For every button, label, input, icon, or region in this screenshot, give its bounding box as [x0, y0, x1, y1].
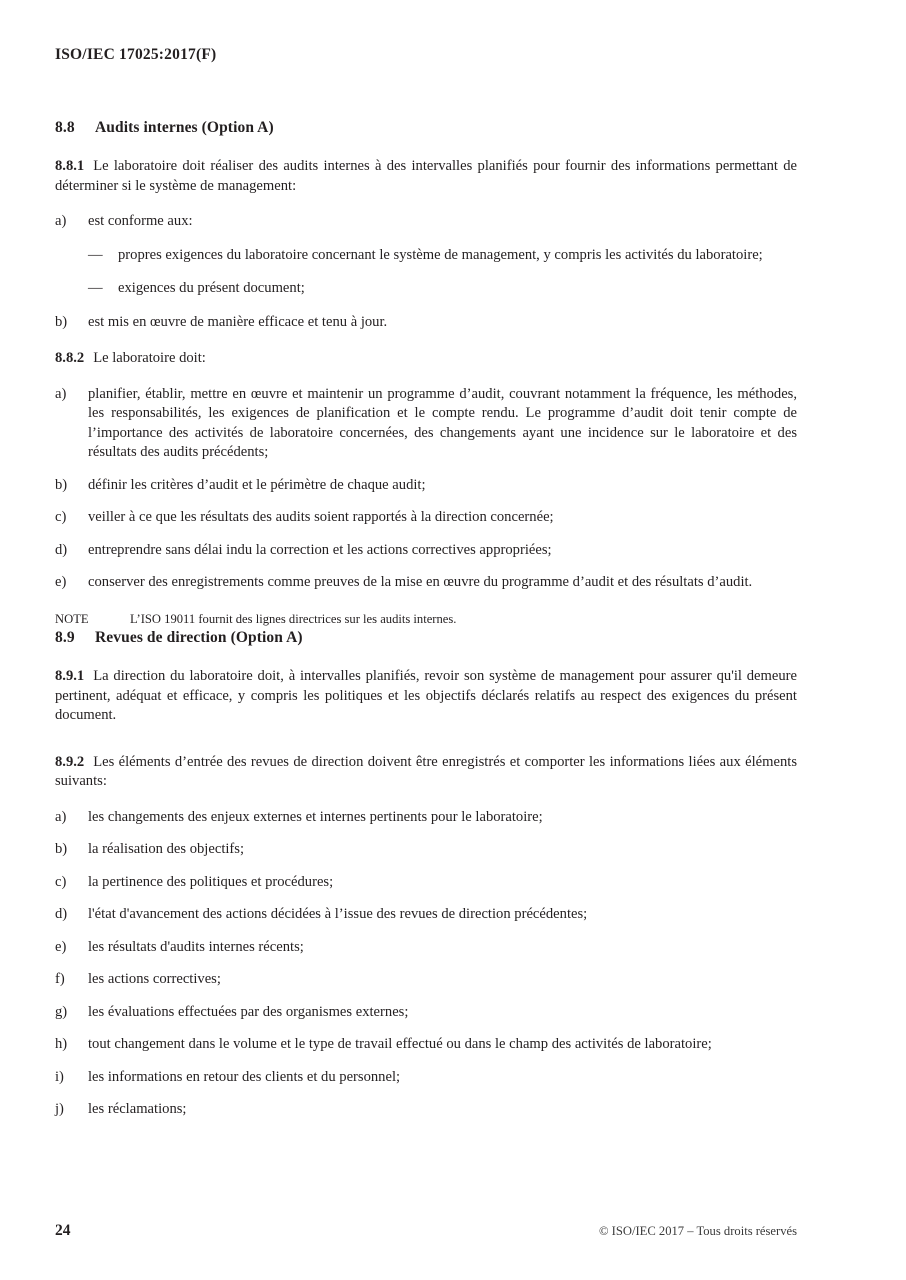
list-item: [55, 938, 797, 958]
list-item: [55, 970, 797, 990]
list-item: [55, 873, 797, 893]
clause-heading-8-8: [55, 118, 797, 137]
list-item-text: est conforme aux:: [88, 213, 193, 230]
list-8-8-1-b: [55, 313, 797, 333]
paragraph-8-8-1: [55, 157, 797, 196]
list-marker: f): [55, 971, 65, 988]
list-item-text: l'état d'avancement des actions décidées à l’issue des revues de direction précédentes;: [88, 906, 588, 923]
paragraph-8-9-2: [55, 753, 797, 792]
list-8-9-2: [55, 808, 797, 1120]
list-item-text: veiller à ce que les résultats des audits soient rapportés à la direction concernée;: [88, 509, 554, 526]
clause-title-8-9: Revues de direction (Option A): [95, 628, 303, 646]
clause-number-8-8: 8.8: [55, 119, 75, 136]
list-item-text: les changements des enjeux externes et internes pertinents pour le laboratoire;: [88, 808, 543, 825]
paragraph-8-8-2: [55, 349, 797, 369]
list-item-text: définir les critères d’audit et le périmètre de chaque audit;: [88, 476, 426, 493]
list-item: [55, 212, 797, 232]
list-marker: i): [55, 1068, 64, 1085]
note-text: L’ISO 19011 fournit des lignes directrices sur les audits internes.: [130, 611, 457, 626]
list-item-text: entreprendre sans délai indu la correction et les actions correctives appropriées;: [88, 541, 552, 558]
list-marker: b): [55, 476, 68, 493]
dash-marker: —: [88, 280, 103, 297]
list-item-text: la réalisation des objectifs;: [88, 841, 245, 858]
list-item-text: les résultats d'audits internes récents;: [88, 938, 304, 955]
list-marker: a): [55, 808, 67, 825]
list-marker: a): [55, 385, 67, 402]
list-8-8-1-a: [55, 212, 797, 232]
page-content: [55, 118, 797, 1120]
dash-marker: —: [88, 246, 103, 263]
page-footer: [55, 1222, 797, 1240]
list-marker: e): [55, 938, 67, 955]
clause-heading-8-9: [55, 628, 797, 647]
list-item: [55, 541, 797, 561]
list-marker: a): [55, 213, 67, 230]
list-item: [55, 573, 797, 593]
list-marker: d): [55, 541, 68, 558]
paragraph-label-8-9-2: 8.9.2: [55, 753, 85, 770]
list-item-text: les évaluations effectuées par des organismes externes;: [88, 1003, 409, 1020]
list-item: [55, 1100, 797, 1120]
paragraph-text-8-8-2: Le laboratoire doit:: [93, 350, 206, 367]
page-number: 24: [55, 1222, 71, 1239]
note-8-8: [55, 610, 797, 628]
list-item-text: propres exigences du laboratoire concernant le système de management, y compris les activités du laboratoire;: [118, 246, 763, 263]
paragraph-label-8-8-2: 8.8.2: [55, 350, 85, 367]
list-item-text: les informations en retour des clients et du personnel;: [88, 1068, 401, 1085]
list-item: [55, 808, 797, 828]
running-header: ISO/IEC 17025:2017(F): [55, 46, 217, 63]
list-item: [55, 1003, 797, 1023]
list-8-8-2: [55, 385, 797, 593]
list-item-text: tout changement dans le volume et le type de travail effectué ou dans le champ des activités de laboratoire;: [88, 1036, 712, 1053]
paragraph-text-8-9-2: Les éléments d’entrée des revues de direction doivent être enregistrés et comporter les informations liées aux éléments suivants:: [55, 753, 797, 790]
list-item: [55, 1035, 797, 1055]
list-marker: e): [55, 574, 67, 591]
list-item: [55, 508, 797, 528]
list-marker: c): [55, 509, 67, 526]
list-item: [55, 905, 797, 925]
paragraph-text-8-8-1: Le laboratoire doit réaliser des audits internes à des intervalles planifiés pour fournir des informations permettant de déterminer si le système de management:: [55, 158, 797, 194]
note-label: NOTE: [55, 611, 89, 626]
list-item-text: les réclamations;: [88, 1101, 187, 1118]
list-item: [55, 1068, 797, 1088]
list-marker: g): [55, 1003, 68, 1020]
paragraph-label-8-8-1: 8.8.1: [55, 158, 85, 175]
paragraph-text-8-9-1: La direction du laboratoire doit, à intervalles planifiés, revoir son système de management pour assurer qu'il demeure pertinent, adéquat et efficace, y compris les politiques et les objectifs déclarés relatifs au respect des exigences du présent document.: [55, 668, 797, 724]
clause-title-8-8: Audits internes (Option A): [95, 119, 274, 136]
clause-number-8-9: 8.9: [55, 628, 75, 646]
list-item: [55, 385, 797, 463]
list-marker: b): [55, 841, 68, 858]
list-item: [55, 313, 797, 333]
list-marker: b): [55, 313, 68, 330]
list-item-text: est mis en œuvre de manière efficace et tenu à jour.: [88, 313, 388, 330]
list-item-text: planifier, établir, mettre en œuvre et maintenir un programme d’audit, couvrant notamment la fréquence, les méthodes, les responsabilités, les exigences de planification et le compte rendu. Le programme d’audit doit tenir compte de l’importance des activités de laboratoire concernées, des changements ayant une incidence sur le laboratoire et des résultats des audits précédents;: [88, 385, 797, 461]
dash-sublist-8-8-1: [55, 246, 797, 299]
list-marker: h): [55, 1036, 68, 1053]
list-item: [55, 476, 797, 496]
list-item-text: les actions correctives;: [88, 971, 221, 988]
list-item: [55, 840, 797, 860]
list-item-text: conserver des enregistrements comme preuves de la mise en œuvre du programme d’audit et des résultats d’audit.: [88, 574, 753, 591]
paragraph-8-9-1: [55, 667, 797, 726]
copyright-notice: © ISO/IEC 2017 – Tous droits réservés: [598, 1224, 797, 1238]
list-item: [88, 279, 797, 299]
spacer: [55, 332, 797, 349]
list-marker: c): [55, 873, 67, 890]
list-marker: d): [55, 906, 68, 923]
list-item: [88, 246, 797, 266]
paragraph-label-8-9-1: 8.9.1: [55, 668, 85, 685]
list-item-text: la pertinence des politiques et procédures;: [88, 873, 334, 890]
spacer: [55, 742, 797, 753]
list-item-text: exigences du présent document;: [118, 280, 305, 297]
list-marker: j): [55, 1101, 64, 1118]
